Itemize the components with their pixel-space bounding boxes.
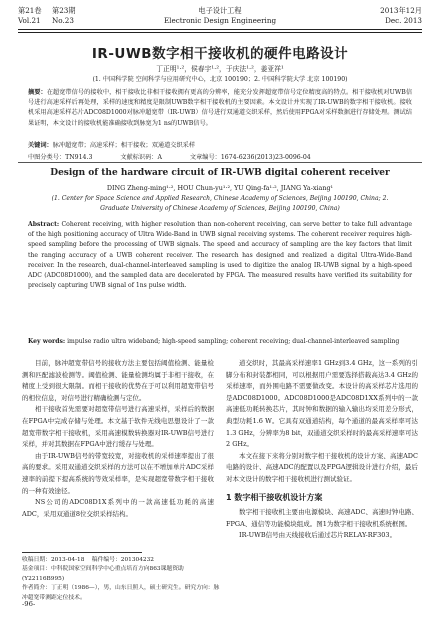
body-paragraph: 相干接收首先需要对超宽带信号进行高速采样，采样后的数据在FPGA中完成存储与处理。本文基于软件无线电思想设计了一款超宽带数字相干接收机，采用高速模数转换器对IR-UWB信号进行采样，并对其数据在FPGA中进行缓存与处理。 [22, 405, 214, 449]
issue-cn: 第23期 [52, 6, 76, 15]
affiliation-cn: (1. 中国科学院 空间科学与应用研究中心，北京 100190；2. 中国科学院大学 北京 100190) [92, 76, 348, 83]
paper-title-cn: IR-UWB数字相干接收机的硬件电路设计 [91, 46, 349, 62]
footnote-rule [22, 552, 142, 553]
body-paragraph: 目前，脉冲超宽带信号的接收方法主要包括阈值检测、能量检测和匹配滤波检测等。阈值检测、能量检测均属于非相干接收，在精度上受到很大限制。而相干接收的优势在于可以利用超宽带信号的相位信息，对信号进行精确检测与定位。 [22, 359, 214, 402]
journal-name-cn: 电子设计工程 [198, 6, 242, 15]
abstract-en-text: Coherent receiving, with higher resolution than non-coherent receiving, can serve better to take full advantage of the high positioning accuracy of Ultra Wide-Band in UWB signal receiving systems. The coherent receiver requires high-speed sampling before the processing of UWB signals. The speed and accuracy of sampling are the key factors that limit the ranging accuracy of a UWB coherent receiver. The research has designed and realized a digital Ultra-Wide-Band receiver. In the research, dual-channel-interleaved sampling is used to digitize the analog IR-UWB signal by a high-speed ADC (ADC08D1000), and the sampled data are decelerated by FPGA. The measured results have verified its suitability for precisely capturing UWB signal of 1ns pulse width. [28, 221, 412, 290]
body-paragraph: 本文在接下来将分别对数字相干接收机的设计方案、高速ADC电路的设计、高速ADC的配置以及FPGA逻辑设计进行介绍，最后对本文设计的数字相干接收机进行测试验证。 [226, 451, 418, 483]
keywords-cn-label: 关键词： [28, 142, 53, 149]
keywords-en-text: impulse radio ultra wideband; high-speed sampling; coherent receiving; dual-channel-interleaved sampling [67, 338, 400, 345]
keywords-cn-text: 脉冲超宽带；高速采样；相干接收；双通道交织采样 [52, 142, 196, 149]
keywords-en [28, 337, 412, 347]
article-number: 文章编号：1674-6236(2013)23-0096-04 [189, 154, 311, 161]
header-rule-thin [18, 32, 422, 33]
footnote-received [22, 556, 222, 565]
volume-cn: 第21卷 [18, 6, 42, 15]
body-paragraph: IR-UWB信号由天线接收后通过芯片RELAY-RF303。 [239, 531, 397, 540]
body-paragraph: 数字相干接收机主要由电源模块、高速ADC、高速时钟电路、FPGA、通信等功能模块组成。图1为数字相干接收机系统框图。 [226, 508, 418, 528]
authors-cn: 丁正明¹·²，侯春宇¹·²，于庆法¹·²，姜亚祥¹ [156, 65, 284, 73]
received-date: 收稿日期：2013-04-18 [22, 557, 85, 563]
body-paragraph: 由于IR-UWB信号的带宽较宽，对接收机的采样速率提出了很高的要求。采用双通道交织采样的方法可以在不增加单片ADC采样速率的前提下提高系统的等效采样率，是实现超宽带数字相干接收的一种有效途径。 [22, 451, 214, 495]
authors-en: DING Zheng-ming¹·², HOU Chun-yu¹·², YU Qing-fa¹·², JIANG Ya-xiang¹ [106, 184, 334, 192]
affiliation-en: (1. Center for Space Science and Applied Research, Chinese Academy of Sciences, Beijing 100190, China; 2. Graduate University of Chinese Academy of Sciences, Beijing 100190, China) [51, 195, 389, 212]
journal-name-en: Electronic Design Engineering [163, 16, 277, 25]
body-paragraph: NS公司的ADC08D1X系列中的一款高速低功耗的高速ADC，采用双通道8位交织采样结构。 [22, 498, 214, 518]
paper-title-en: Design of the hardware circuit of IR-UWB digital coherent receiver [50, 168, 390, 178]
abstract-cn-label: 摘要： [28, 89, 47, 96]
date-en: Dec. 2013 [385, 16, 422, 25]
keywords-cn [28, 140, 412, 149]
section-divider [18, 162, 422, 163]
body-column-right [226, 358, 418, 542]
classification-row [28, 152, 412, 161]
keywords-en-label: Key words: [28, 338, 66, 345]
issue-en: No.23 [52, 16, 74, 25]
abstract-en [28, 220, 412, 291]
footnotes [22, 556, 222, 603]
abstract-cn-text: 在超宽带信号的接收中，相干接收比非相干接收拥有更高的分辨率，能充分发挥超宽带信号定位精度高的特点。相干接收机对UWB信号进行高速采样后再处理，采样的速度和精度是限制UWB数字相干接收机的主要因素。本文设计并实现了IR-UWB的数字相干接收机。接收机采用高速采样芯片ADC08D1000对脉冲超宽带（IR-UWB）信号进行双通道交织采样，然后使用FPGA对采样数据进行存储处理。测试结果证明，本文设计的接收机能准确接收到脉宽为1 ns的UWB信号。 [28, 89, 413, 127]
manuscript-number: 稿件编号：201304232 [91, 557, 154, 563]
document-code: 文献标识码：A [120, 154, 162, 161]
volume-en: Vol.21 [18, 16, 41, 25]
footnote-fund: 基金项目：中科院国家空间科学中心重点培育方向863课题资助(Y22116B995) [22, 566, 184, 582]
body-column-left [22, 358, 214, 520]
date-cn: 2013年12月 [380, 6, 422, 15]
section-heading: 1 数字相干接收机设计方案 [226, 492, 323, 502]
footnote-bio: 作者简介：丁正明（1986—），男，山东日照人，硕士研究生。研究方向：脉冲超宽带测距定位技术。 [22, 585, 220, 601]
clc-number: 中图分类号：TN914.3 [28, 154, 93, 161]
abstract-cn [28, 88, 412, 129]
page-number: -96- [22, 600, 36, 608]
body-paragraph: 道交织时，其最高采样速率1 GHz到3.4 GHz，这一系列的引脚分布和封装都相同，可以根据用户需要选择搭载高达3.4 GHz的采样速率，而外围电路不需要做改变。本设计的高采样芯片选用的是ADC08D1000。ADC08D1000是ADC08D1XX系列中的一款高速低功耗转换芯片，其时钟和数据的输入输出均采用差分形式，典型功耗1.6 W。它具有双通道结构，每个通道的最高采样率可达1.3 GHz，分辨率为8 bit，双通道交织采样时的最高采样速率可达2 GHz。 [226, 359, 418, 449]
abstract-en-label: Abstract: [28, 221, 60, 228]
header-rule-thick [18, 29, 422, 30]
